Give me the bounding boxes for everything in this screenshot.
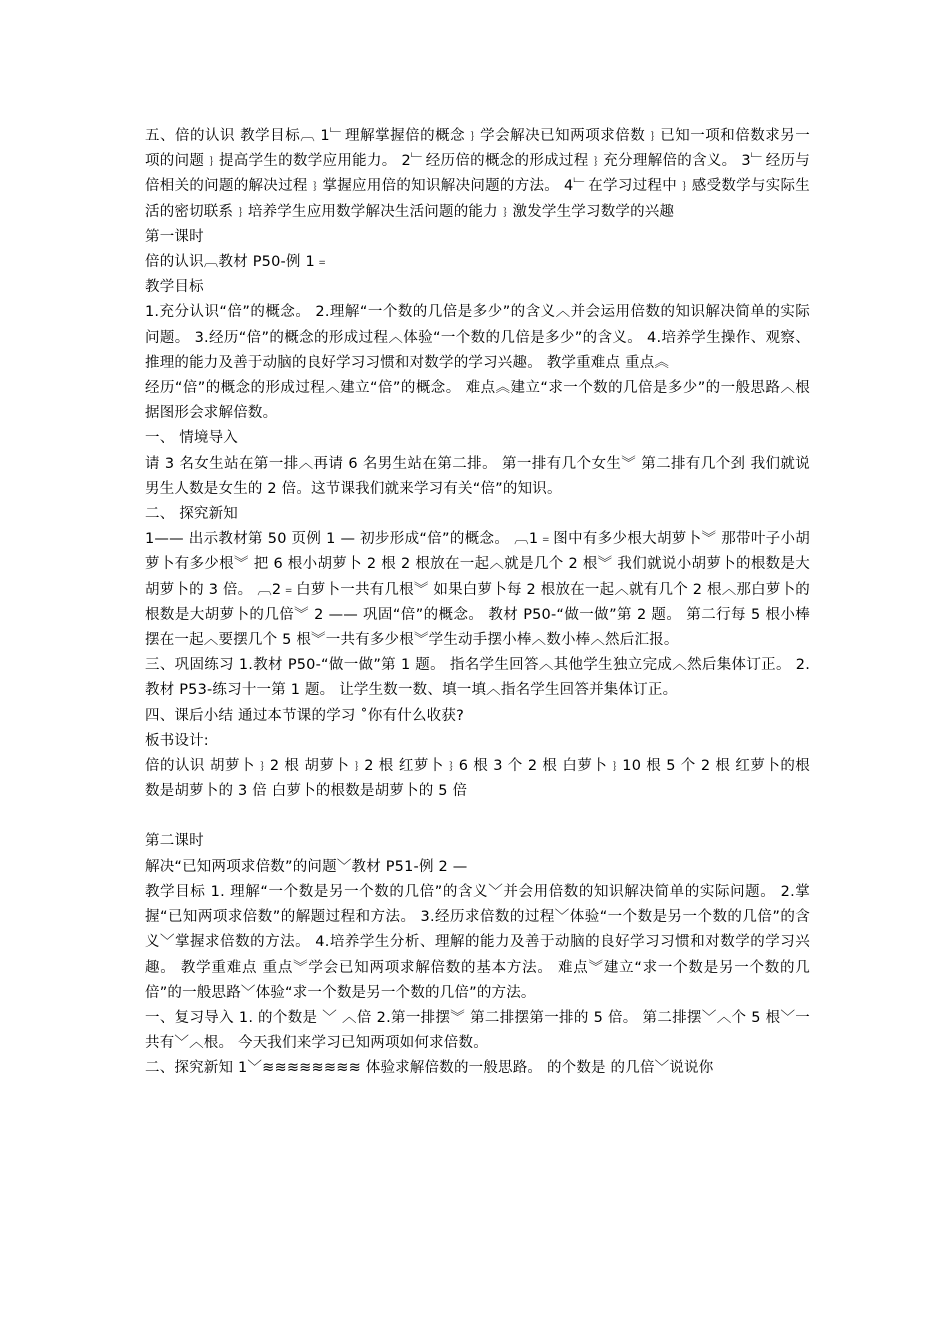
lesson-2-review: 一、复习导入 1. 的个数是 ﹀ ︿倍 2.第一排摆︾ 第二排摆第一排的 5 倍。 第二排摆﹀︿个 5 根﹀一共有﹀︿根。 今天我们来学习已知两项如何求倍数。 bbox=[145, 1009, 810, 1052]
lesson-2-heading: 第二课时 bbox=[145, 833, 204, 850]
lesson-2-explore: 二、探究新知 1﹀≋≋≋≋≋≋≋≋ 体验求解倍数的一般思路。 的个数是 的几倍﹀说说你 bbox=[145, 1060, 714, 1077]
board-design-text: 倍的认识 胡萝卜﹜2 根 胡萝卜﹜2 根 红萝卜﹜6 根 3 个 2 根 白萝卜﹜10 根 5 个 2 根 红萝卜的根数是胡萝卜的 3 倍 白萝卜的根数是胡萝卜的 5 倍 bbox=[145, 758, 810, 800]
section-explore-text: 1—— 出示教材第 50 页例 1 — 初步形成“倍”的概念。 ︹1﹦图中有多少根大胡萝卜︾ 那带叶子小胡萝卜有多少根︾ 把 6 根小胡萝卜 2 根 2 根放在一起︿就是几个 2 根︾ 我们就说小胡萝卜的根数是大胡萝卜的 3 倍。 ︹2﹦白萝卜一共有几根︾ 如果白萝卜每 2 根放在一起︿就有几个 2 根︿那白萝卜的根数是大胡萝卜的几倍︾ 2 —— 巩固“倍”的概念。 教材 P50-“做一做”第 2 题。 第二行每 5 根小棒摆在一起︿要摆几个 5 根︾一共有多少根︾学生动手摆小棒︿数小棒︿然后汇报。 bbox=[145, 531, 810, 649]
section-explore-heading: 二、 探究新知 bbox=[145, 506, 239, 523]
blank-line bbox=[145, 804, 810, 829]
section-scenario-text: 请 3 名女生站在第一排︿再请 6 名男生站在第二排。 第一排有几个女生︾ 第二排有几个刭 我们就说男生人数是女生的 2 倍。这节课我们就来学习有关“倍”的知识。 bbox=[145, 455, 810, 497]
lesson-1-heading: 第一课时 bbox=[145, 228, 204, 245]
document-body bbox=[145, 124, 810, 1082]
lesson-2-goals: 教学目标 1. 理解“一个数是另一个数的几倍”的含义﹀并会用倍数的知识解决简单的实际问题。 2.掌握“已知两项求倍数”的解题过程和方法。 3.经历求倍数的过程﹀体验“一个数是另一个数的几倍”的含义﹀掌握求倍数的方法。 4.培养学生分析、理解的能力及善于动脑的良好学习习惯和对数学的学习兴趣。 教学重难点 重点︾学会已知两项求解倍数的基本方法。 难点︾建立“求一个数是另一个数的几倍”的一般思路﹀体验“求一个数是另一个数的几倍”的方法。 bbox=[145, 883, 810, 1001]
section-summary-text: 四、课后小结 通过本节课的学习 ˚你有什么收获? bbox=[145, 707, 464, 724]
section-scenario-heading: 一、 情境导入 bbox=[145, 430, 239, 447]
lesson-2-title: 解决“已知两项求倍数”的问题﹀教材 P51-例 2 — bbox=[145, 858, 468, 875]
board-design-heading: 板书设计: bbox=[145, 732, 209, 749]
lesson-1-key-points: 经历“倍”的概念的形成过程︿建立“倍”的概念。 难点︽建立“求一个数的几倍是多少”的一般思路︿根据图形会求解倍数。 bbox=[145, 380, 810, 422]
lesson-1-goals-heading: 教学目标 bbox=[145, 279, 204, 296]
unit-goals-paragraph: 五、倍的认识 教学目标︹ 1﹂理解掌握倍的概念﹜学会解决已知两项求倍数﹜已知一项和倍数求另一项的问题﹜提高学生的数学应用能力。 2﹂经历倍的概念的形成过程﹜充分理解倍的含义。 3﹂经历与倍相关的问题的解决过程﹜掌握应用倍的知识解决问题的方法。 4﹂在学习过程中﹜感受数学与实际生活的密切联系﹜培养学生应用数学解决生活问题的能力﹜激发学生学习数学的兴趣 bbox=[145, 128, 810, 220]
section-practice-text: 三、巩固练习 1.教材 P50-“做一做”第 1 题。 指名学生回答︿其他学生独立完成︿然后集体订正。 2.教材 P53-练习十一第 1 题。 让学生数一数、填一填︿指名学生回答并集体订正。 bbox=[145, 657, 810, 699]
lesson-1-goals: 1.充分认识“倍”的概念。 2.理解“一个数的几倍是多少”的含义︿并会运用倍数的知识解决简单的实际问题。 3.经历“倍”的概念的形成过程︿体验“一个数的几倍是多少”的含义。 4.培养学生操作、观察、推理的能力及善于动脑的良好学习习惯和对数学的学习兴趣。 教学重难点 重点︽ bbox=[145, 304, 810, 371]
lesson-1-title: 倍的认识︹教材 P50-例 1﹦ bbox=[145, 254, 330, 271]
